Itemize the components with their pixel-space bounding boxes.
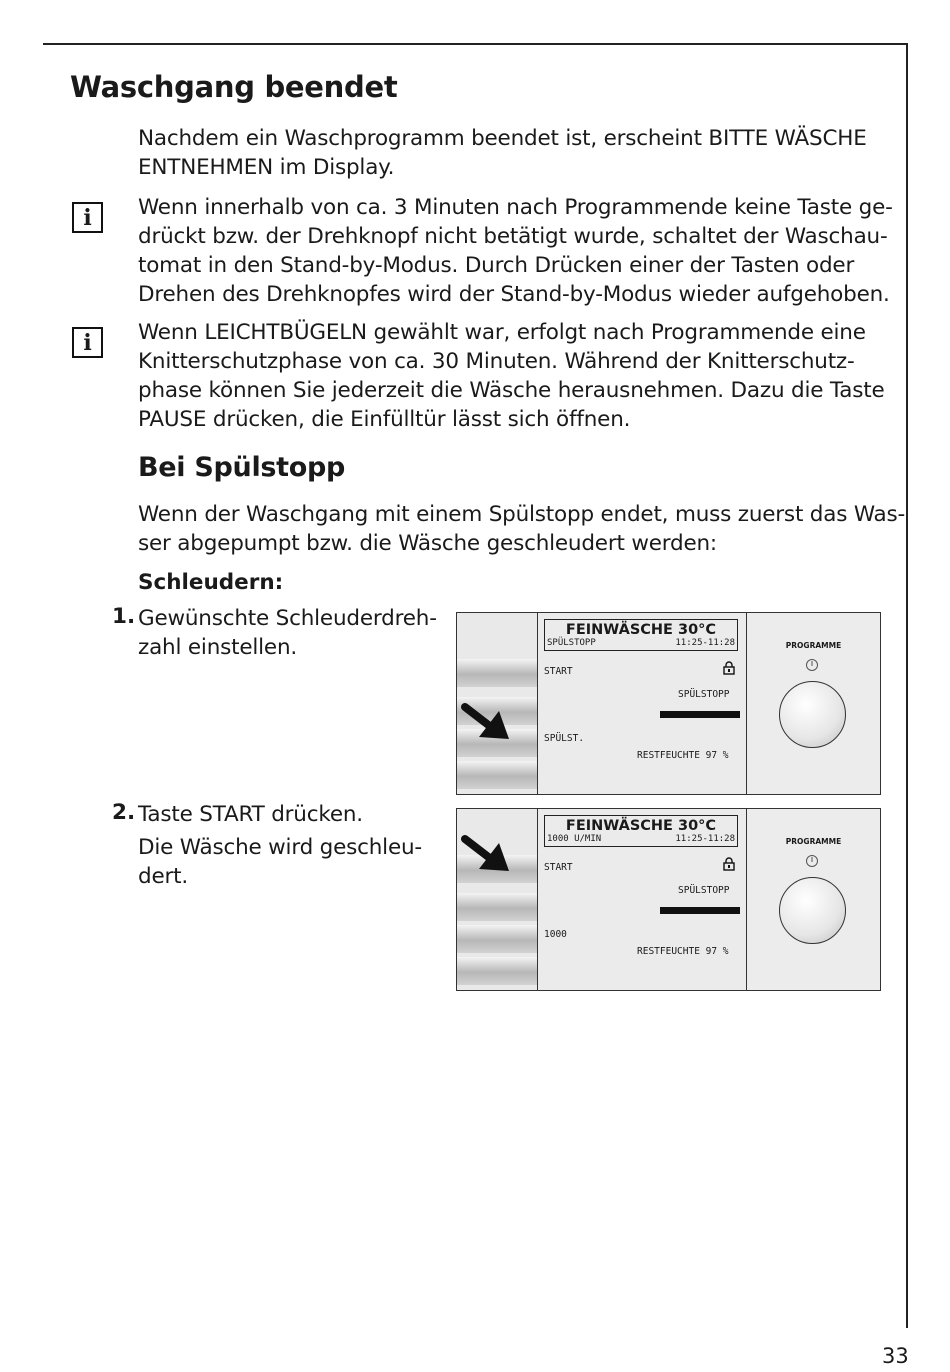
control-panel	[456, 612, 881, 795]
restfeuchte-label: RESTFEUCHTE 97 %	[637, 750, 729, 761]
display-status: SPÜLSTOPP	[547, 638, 596, 648]
program-knob[interactable]	[779, 877, 846, 944]
start-label: START	[544, 666, 573, 677]
arrow-icon	[461, 701, 513, 745]
spuelstopp-intro: Wenn der Waschgang mit einem Spülstopp endet, muss zuerst das Was- ser abgepumpt bzw. die Wäsche geschleudert werden:	[138, 502, 906, 556]
note-leichtbuegeln: Wenn LEICHTBÜGELN gewählt war, erfolgt nach Programmende eine Knitterschutzphase von ca. 30 Minuten. Während der Knitterschutz- phase können Sie jederzeit die Wäsche herausnehmen. Dazu die Taste PAUSE drücken, die Einfülltür lässt sich öffnen.	[138, 320, 885, 432]
display-header	[544, 815, 738, 847]
arrow-icon	[461, 833, 513, 877]
step-number: 1.	[112, 604, 136, 629]
right-rule	[906, 43, 908, 1328]
step-text: Gewünschte Schleuderdreh- zahl einstellen.	[138, 606, 437, 660]
progress-bar	[660, 907, 740, 914]
display-status: 1000 U/MIN	[547, 834, 602, 844]
lcd-display	[538, 613, 747, 794]
option-value: 1000	[544, 929, 567, 940]
progress-bar	[660, 711, 740, 718]
power-icon	[805, 658, 819, 672]
info-icon: i	[72, 202, 103, 233]
time-range: 11:25-11:28	[675, 834, 735, 844]
control-panel	[456, 808, 881, 991]
start-label: START	[544, 862, 573, 873]
knob-area	[747, 613, 880, 794]
program-knob[interactable]	[779, 681, 846, 748]
step-text: Taste START drücken. Die Wäsche wird geschleu- dert.	[138, 802, 422, 889]
panel-button[interactable]	[457, 957, 537, 985]
subsection-title: Bei Spülstopp	[138, 452, 346, 483]
option-value: SPÜLST.	[544, 733, 585, 744]
step-number: 2.	[112, 800, 136, 825]
display-header	[544, 619, 738, 651]
intro-paragraph: Nachdem ein Waschprogramm beendet ist, erscheint BITTE WÄSCHE ENTNEHMEN im Display.	[138, 126, 867, 180]
panel-button[interactable]	[457, 761, 537, 789]
section-title: Waschgang beendet	[70, 70, 398, 104]
lcd-display	[538, 809, 747, 990]
button-column	[457, 809, 538, 990]
top-rule	[43, 43, 908, 45]
power-icon	[805, 854, 819, 868]
mode-label: SPÜLSTOPP	[678, 689, 730, 700]
panel-button[interactable]	[457, 659, 537, 687]
schleudern-heading: Schleudern:	[138, 570, 284, 595]
program-name: FEINWÄSCHE 30°C	[565, 818, 717, 834]
program-name: FEINWÄSCHE 30°C	[565, 622, 717, 638]
page-number: 33	[882, 1344, 909, 1368]
restfeuchte-label: RESTFEUCHTE 97 %	[637, 946, 729, 957]
time-range: 11:25-11:28	[675, 638, 735, 648]
panel-button[interactable]	[457, 893, 537, 921]
knob-area	[747, 809, 880, 990]
programme-label: PROGRAMME	[785, 641, 842, 650]
button-column	[457, 613, 538, 794]
programme-label: PROGRAMME	[785, 837, 842, 846]
mode-label: SPÜLSTOPP	[678, 885, 730, 896]
lock-icon	[722, 661, 736, 675]
note-standby: Wenn innerhalb von ca. 3 Minuten nach Programmende keine Taste ge- drückt bzw. der Drehknopf nicht betätigt wurde, schaltet der Waschau- tomat in den Stand-by-Modus. Durch Drücken einer der Tasten oder Drehen des Drehknopfes wird der Stand-by-Modus wieder aufgehoben.	[138, 195, 893, 307]
panel-button[interactable]	[457, 925, 537, 953]
info-icon: i	[72, 327, 103, 358]
lock-icon	[722, 857, 736, 871]
